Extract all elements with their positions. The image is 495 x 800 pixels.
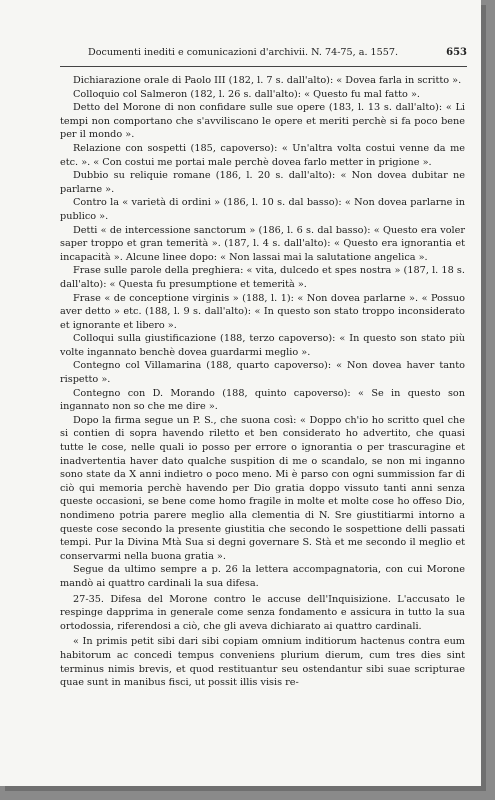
paragraph: Relazione con sospetti (185, capoverso): « Un'altra volta costui venne da me etc. ». « Con costui me portai male perchè dovea farlo metter in prigione ». bbox=[60, 142, 465, 168]
paragraph: Colloquio col Salmeron (182, l. 26 s. dall'alto): « Questo fu mal fatto ». bbox=[73, 88, 420, 100]
paragraph: Detto del Morone di non confidare sulle sue opere (183, l. 13 s. dall'alto): « Li tempi non comportano che s'avviliscano le opere et meriti perchè si fa poco bene per il mondo ». bbox=[60, 102, 465, 141]
running-header bbox=[88, 47, 467, 61]
paragraph: Colloqui sulla giustificazione (188, terzo capoverso): « In questo son stato più volte ingannato benchè dovea guardarmi meglio ». bbox=[60, 333, 465, 358]
paragraph: Dubbio su reliquie romane (186, l. 20 s. dall'alto): « Non dovea dubitar ne parlarne ». bbox=[60, 170, 465, 195]
paragraph: « In primis petit sibi dari sibi copiam omnium inditiorum hactenus contra eum habitorum ac concedi tempus conveniens plurium dierum, cum tres dies sint terminus nimis brevis, et quod restituantur seu ostendantur sibi suae scripturae quae sunt in manibus fisci, ut possit illis visis re- bbox=[60, 636, 465, 689]
paragraph: Dichiarazione orale di Paolo III (182, l. 7 s. dall'alto): « Dovea farla in scritto ». bbox=[73, 75, 462, 86]
paragraph: Detti « de intercessione sanctorum » (186, l. 6 s. dal basso): « Questo era voler saper troppo et gran temerità ». (187, l. 4 s. dall'alto): « Questo era ignorantia et incapacità ». Alcune linee dopo: « Non lassai mai la salutatione angelica ». bbox=[60, 224, 465, 263]
page-number: 653 bbox=[446, 47, 467, 58]
body-text bbox=[60, 74, 465, 690]
paragraph: Frase sulle parole della preghiera: « vita, dulcedo et spes nostra » (187, l. 18 s. dall'alto): « Questa fu presumptione et temerità ». bbox=[60, 265, 465, 290]
paragraph: Contegno con D. Morando (188, quinto capoverso): « Se in questo son ingannato non so che me dire ». bbox=[60, 387, 465, 413]
paragraph: Segue da ultimo sempre a p. 26 la lettera accompagnatoria, con cui Morone mandò ai quattro cardinali la sua difesa. bbox=[60, 564, 465, 589]
paragraph: Contegno col Villamarina (188, quarto capoverso): « Non dovea haver tanto rispetto ». bbox=[60, 360, 465, 386]
running-title: Documenti inediti e comunicazioni d'archivii. N. 74-75, a. 1557. bbox=[88, 47, 399, 58]
paragraph: Frase « de conceptione virginis » (188, l. 1): « Non dovea parlarne ». « Possuo aver detto » etc. (188, l. 9 s. dall'alto): « In questo son stato troppo inconsiderato et ignorante et libero ». bbox=[60, 292, 465, 331]
paragraph: 27-35. Difesa del Morone contro le accuse dell'Inquisizione. L'accusato le respinge dapprima in generale come senza fondamento e assicura in tutto la sua ortodossia, riferendosi a ciò, che gli aveva dichiarato ai quattro cardinali. bbox=[60, 593, 465, 632]
paragraph: Contro la « varietà di ordini » (186, l. 10 s. dal basso): « Non dovea parlarne in publico ». bbox=[60, 197, 465, 222]
paragraph: Dopo la firma segue un P. S., che suona così: « Doppo ch'io ho scritto quel che si contien di sopra havendo riletto et ben considerato ho advertito, che quasi tutte le cose, nelle quali io posso per errore o ignorantia o per trascuragine et inadvertentia haver dato qualche suspition di me o scandalo, se non mi inganno sono state da X anni indietro o poco meno. Mi è parso con ogni summission far di ciò qui memoria perchè havendo per Dio gratia doppo vissuto tanti anni senza queste occasioni, se bene come homo fragile in molte et molte cose ho offeso Dio, nondimeno potria parere meglio alla clementia di N. Sre giustitiarmi intorno a queste cose secondo la presente giustitia che secondo le sospettione delli passati tempi. Pur la Divina Mtà Sua si degni governare S. Stà et me secondo il meglio et conservarmi nella buona gratia ». bbox=[60, 414, 465, 562]
header-rule bbox=[60, 66, 467, 67]
